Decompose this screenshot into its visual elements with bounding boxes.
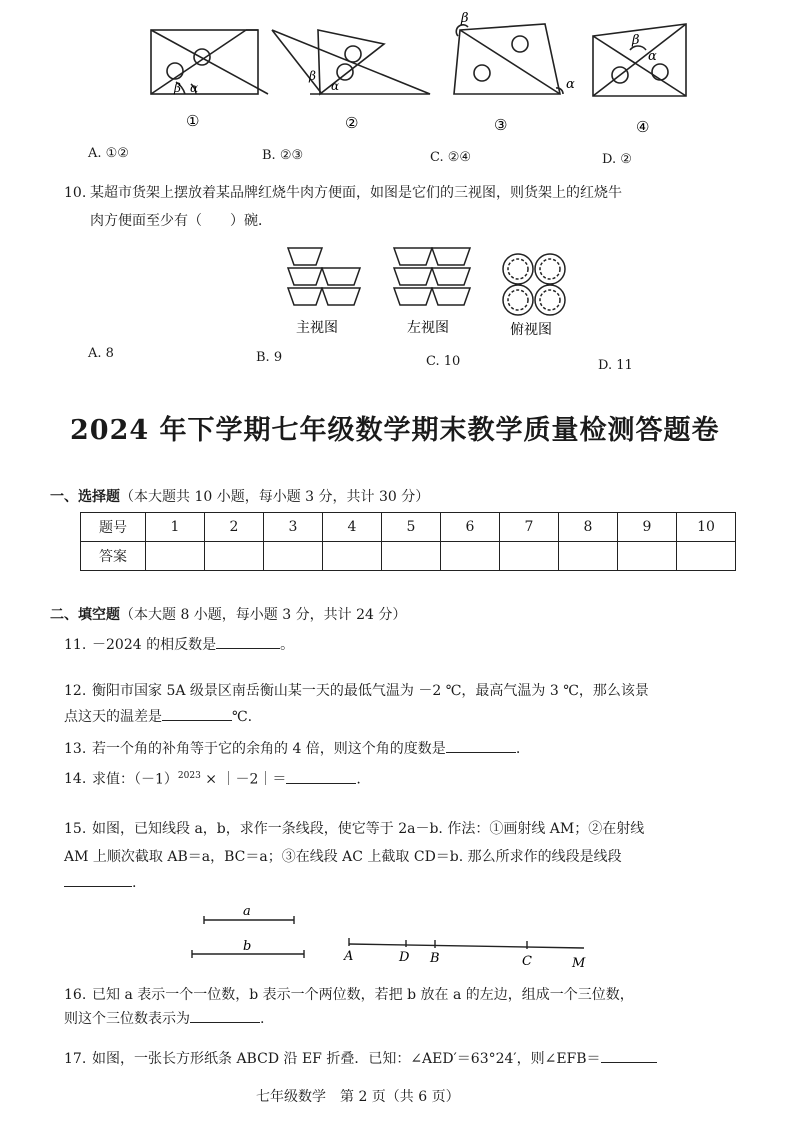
q12-answer-blank[interactable] [162,719,232,721]
q15-answer-blank[interactable] [64,885,132,887]
beta-label-1: β [174,81,181,95]
q13-number: 13. [64,741,87,757]
q11-text-b: 。 [280,637,295,653]
q9-option-a[interactable]: A. ①② [88,146,129,161]
q15-text-line3-end: . [132,875,137,891]
q12-text-line2 [64,710,252,724]
figure-label-4: ④ [636,118,650,136]
answer-cell[interactable] [441,542,500,571]
segment-a-label: a [243,904,251,919]
alpha-label-1: α [190,81,199,95]
q10-option-c[interactable]: C. 10 [426,354,461,369]
q9-option-b[interactable]: B. ②③ [262,148,304,163]
q12-text-line1: 衡阳市国家 5A 级景区南岳衡山某一天的最低气温为 －2 ℃，最高气温为 3 ℃，那么该景 [92,683,649,699]
alpha-label-2: α [331,79,340,93]
q13-text [92,742,520,756]
point-d-label: D [399,950,410,965]
q14-text-c: . [356,771,361,788]
answer-table-number: 3 [264,513,323,542]
answer-table-number: 5 [382,513,441,542]
answer-cell[interactable] [205,542,264,571]
beta-label-2: β [309,69,316,83]
answer-table-number-row [81,513,736,542]
side-view-drawing [394,248,470,305]
front-view-drawing [288,248,360,305]
q13-text-a: 若一个角的补角等于它的余角的 4 倍，则这个角的度数是 [92,741,446,757]
q12-number: 12. [64,683,87,699]
point-c-label: C [522,954,532,969]
section1-note: （本大题共 10 小题，每小题 3 分，共计 30 分） [120,489,430,505]
answer-table-number: 1 [146,513,205,542]
q10-text-line1: 某超市货架上摆放着某品牌红烧牛肉方便面，如图是它们的三视图，则货架上的红烧牛 [90,185,622,201]
q11-answer-blank[interactable] [216,647,280,649]
q9-figures [0,0,794,140]
q14-exponent: 2023 [177,771,201,781]
q17-answer-blank[interactable] [601,1061,657,1063]
answer-table-number: 2 [205,513,264,542]
answer-cell[interactable] [146,542,205,571]
answer-table [80,512,736,571]
q14-text-a: 求值：（－1） [92,771,178,788]
answer-table-header-q: 题号 [81,513,146,542]
answer-cell[interactable] [323,542,382,571]
point-m-label: M [572,956,586,971]
top-view-drawing [503,254,565,315]
top-view-label: 俯视图 [510,322,552,338]
front-view-label: 主视图 [296,320,338,336]
section1-heading-label: 一、选择题 [50,489,120,505]
section2-heading [50,604,406,624]
q16-text-line2-b: . [260,1011,265,1027]
q11-text-a: －2024 的相反数是 [92,637,217,653]
q9-option-d[interactable]: D. ② [602,152,632,167]
q13-answer-blank[interactable] [446,751,516,753]
q10-option-a[interactable]: A. 8 [88,346,114,361]
q16-text-line1: 已知 a 表示一个一位数，b 表示一个两位数，若把 b 放在 a 的左边，组成一个三位数， [92,987,634,1003]
q14-text [92,772,361,787]
q10-option-d[interactable]: D. 11 [598,358,633,373]
answer-table-number: 8 [559,513,618,542]
point-b-label: B [430,951,440,966]
beta-label-3: β [461,11,469,26]
q16-answer-blank[interactable] [190,1021,260,1023]
answer-table-number: 6 [441,513,500,542]
q16-text-line2 [64,1012,264,1026]
answer-cell[interactable] [500,542,559,571]
q16-text-line2-a: 则这个三位数表示为 [64,1011,190,1027]
q11-number: 11. [64,637,87,653]
q13-text-b: . [515,741,521,757]
q9-option-c[interactable]: C. ②④ [430,150,472,165]
q14-answer-blank[interactable] [286,782,356,784]
side-view-label: 左视图 [407,320,449,336]
answer-cell[interactable] [559,542,618,571]
figure-label-3: ③ [494,116,508,134]
q9-figure-1 [151,30,268,94]
q14-text-b: × ｜－2｜＝ [200,771,287,788]
alpha-label-3: α [566,77,575,92]
q15-number: 15. [64,821,87,837]
exam-title: 2024 年下学期七年级数学期末教学质量检测答题卷 [70,415,720,446]
q17-text-a: 如图，一张长方形纸条 ABCD 沿 EF 折叠．已知：∠AED′＝63°24′，则∠EFB＝ [92,1051,601,1067]
q10-option-b[interactable]: B. 9 [256,350,283,365]
answer-table-answer-row [81,542,736,571]
page-footer: 七年级数学 第 2 页（共 6 页） [256,1089,460,1105]
point-a-label: A [344,949,354,964]
beta-label-4: β [632,33,640,48]
answer-cell[interactable] [382,542,441,571]
answer-table-number: 4 [323,513,382,542]
section1-heading [50,486,429,506]
q17-text [92,1052,657,1066]
section2-note: （本大题 8 小题，每小题 3 分，共计 24 分） [120,607,407,623]
q12-text-line2-b: ℃. [232,709,253,725]
answer-table-header-a: 答案 [81,542,146,571]
q10-number: 10. [64,185,87,201]
answer-table-number: 7 [500,513,559,542]
answer-cell[interactable] [264,542,323,571]
answer-table-number: 9 [618,513,677,542]
section2-heading-label: 二、填空题 [50,607,120,623]
answer-cell[interactable] [677,542,736,571]
q15-figure [0,900,794,972]
q10-text-line2: 肉方便面至少有（ ）碗． [90,213,272,229]
q12-text-line2-a: 点这天的温差是 [64,709,162,725]
q11-text [92,638,294,652]
alpha-label-4: α [648,49,657,64]
q15-text-line2: AM 上顺次截取 AB＝a，BC＝a；③在线段 AC 上截取 CD＝b. 那么所求作的线段是线段 [64,849,622,865]
q17-number: 17. [64,1051,87,1067]
segment-b-label: b [243,939,252,954]
figure-label-2: ② [345,114,359,132]
q15-text-line1: 如图，已知线段 a，b，求作一条线段，使它等于 2a－b. 作法：①画射线 AM；②在射线 [92,821,645,837]
answer-cell[interactable] [618,542,677,571]
q14-number: 14. [64,771,87,787]
q10-three-views [0,238,794,348]
answer-table-number: 10 [677,513,736,542]
q9-figure-2 [272,30,430,94]
q16-number: 16. [64,987,87,1003]
figure-label-1: ① [186,112,200,130]
q9-figure-3 [454,24,563,94]
q15-text-line3 [64,876,136,890]
